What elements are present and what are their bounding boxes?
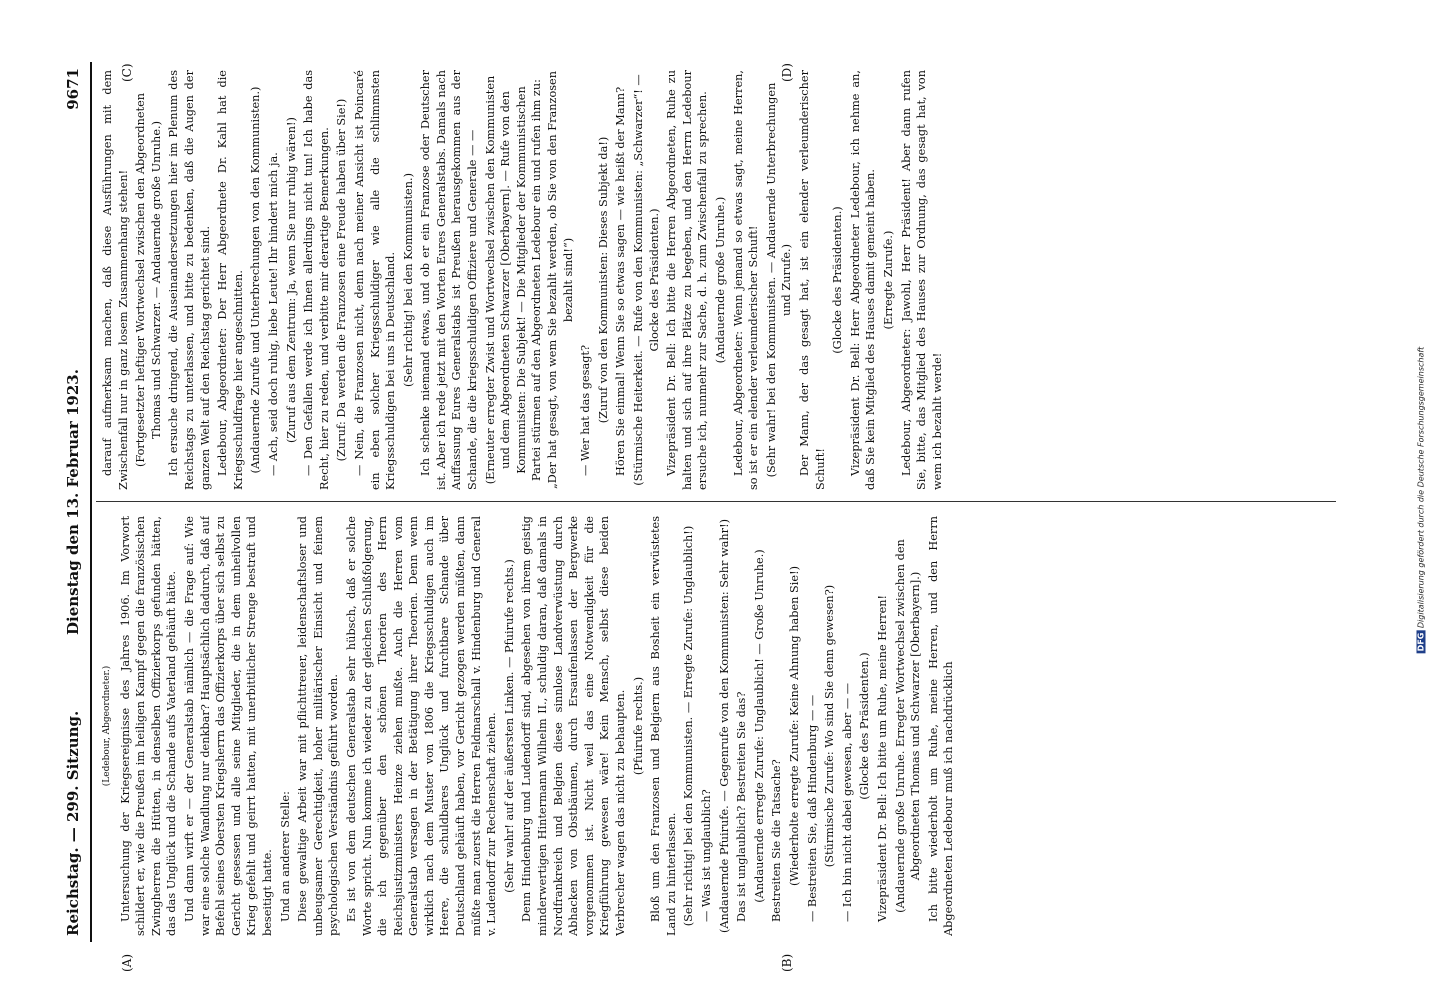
- paragraph: Ich bitte wiederholt um Ruhe, meine Herren, und den Herrn Abgeordneten Ledebour muß ich nachdrücklich: [926, 516, 956, 936]
- paragraph: Ich schenke niemand etwas, und ob er ein Franzose oder Deutscher ist. Aber ich rede jetzt mit den Worten Eures Generalstabs. Damals nach Auffassung Eures Generalstabs ist Preußen herausgekommen aus der Schande, die die kriegsschuldigen Offiziere und Generale — —: [419, 70, 480, 490]
- paragraph: (Sehr richtig! bei den Kommunisten. — Erregte Zurufe: Unglaublich!): [682, 525, 696, 927]
- paragraph: Bestreiten Sie die Tatsache?: [770, 759, 784, 922]
- paragraph: Ledebour, Abgeordneter: Wenn jemand so etwas sagt, meine Herren, so ist er ein elender verleumderischer Schuft!: [731, 70, 761, 490]
- paragraph: (Stürmische Heiterkeit. — Rufe von den Kommunisten: „Schwarzer“! — Glocke des Präsidenten.): [632, 74, 661, 486]
- scanned-page: [60, 62, 1350, 972]
- paragraph: — Ich bin nicht dabei gewesen, aber — —: [840, 682, 854, 922]
- paragraph: (Fortgesetzter heftiger Wortwechsel zwischen den Abgeordneten Thomas und Schwarzer. — Andauernde große Unruhe.): [134, 92, 163, 468]
- header-left: Reichstag. — 299. Sitzung.: [64, 710, 82, 936]
- paragraph: (Sehr wahr! auf der äußersten Linken. — Pfuirufe rechts.): [502, 559, 516, 893]
- paragraph: Bloß um den Franzosen und Belgiern aus Bosheit ein verwüstetes Land zu hinterlassen.: [649, 516, 678, 936]
- margin-marker-d: (D): [780, 63, 794, 82]
- paragraph: Ledebour, Abgeordneter: Jawohl, Herr Präsident! Aber dann rufen Sie, bitte, das Mitglied des Hauses zur Ordnung, das gesagt hat, von wem ich bezahlt werde!: [899, 70, 944, 490]
- margin-marker-a: (A): [120, 953, 134, 972]
- paragraph: Der Mann, der das gesagt hat, ist ein elender verleumderischer Schuft!: [797, 70, 827, 490]
- paragraph: (Erregte Zurufe.): [881, 230, 895, 330]
- paragraph: (Andauernde große Unruhe.): [713, 196, 727, 364]
- page-header: [60, 62, 92, 942]
- page-number: 9671: [64, 68, 82, 110]
- column-divider: [96, 501, 1336, 502]
- funding-badge: DFG: [1416, 632, 1426, 652]
- paragraph: — Den Gefallen werde ich Ihnen allerdings nicht tun! Ich habe das Recht, hier zu reden, und verbitte mir derartige Bemerkungen.: [302, 70, 331, 490]
- paragraph: Ledebour, Abgeordneter: Der Herr Abgeordnete Dr. Kahl hat die Kriegsschuldfrage hier angeschnitten.: [216, 70, 245, 490]
- rotated-page-content: [60, 62, 1350, 972]
- header-center: Dienstag den 13. Februar 1923.: [64, 369, 82, 635]
- paragraph: (Pfuirufe rechts.): [631, 676, 645, 776]
- paragraph: Ich ersuche dringend, die Auseinandersetzungen hier im Plenum des Reichstags zu unterlassen, und bitte zu bedenken, daß die Augen der ganzen Welt auf den Reichstag gerichtet sind.: [167, 70, 212, 490]
- paragraph: Und an anderer Stelle:: [278, 791, 292, 922]
- paragraph: Das ist unglaublich? Bestreiten Sie das?: [735, 691, 749, 922]
- paragraph: (Wiederholte erregte Zurufe: Keine Ahnung haben Sie!): [787, 565, 801, 887]
- paragraph: (Glocke des Präsidenten.): [858, 652, 872, 800]
- paragraph: Vizepräsident Dr. Bell: Herr Abgeordneter Ledebour, ich nehme an, daß Sie kein Mitglied des Hauses damit gemeint haben.: [848, 70, 878, 490]
- paragraph: (Zuruf: Da werden die Franzosen eine Freude haben über Sie!): [335, 98, 349, 462]
- margin-marker-c: (C): [120, 63, 134, 82]
- paragraph: (Ledebour, Abgeordneter.): [102, 665, 112, 787]
- paragraph: (Zuruf von den Kommunisten: Dieses Subjekt da!): [596, 136, 610, 424]
- paragraph: (Sehr wahr! bei den Kommunisten. — Andauernde Unterbrechungen und Zurufe.): [764, 82, 794, 478]
- paragraph: — Nein, die Franzosen nicht, denn nach meiner Ansicht ist Poincaré ein eben solcher Kriegsschuldiger wie alle die schlimmsten Kriegsschuldigen bei uns in Deutschland.: [352, 70, 398, 490]
- paragraph: Denn Hindenburg und Ludendorff sind, abgesehen von ihrem geistig minderwertigen Hintermann Wilhelm II., schuldig daran, daß damals in Nordfrankreich und Belgien diese sinnlose Landverwüstung durch Abhacken von Obstbäumen, durch Ersaufenlassen der Bergwerke vorgenommen ist. Nicht weil das eine Notwendigkeit für die Kriegführung gewesen wäre! Kein Mensch, selbst diese beiden Verbrecher wagen das nicht zu behaupten.: [520, 516, 627, 936]
- paragraph: Vizepräsident Dr. Bell: Ich bitte die Herren Abgeordneten, Ruhe zu halten und sich auf ihre Plätze zu begeben, und den Herrn Ledebour ersuche ich, nunmehr zur Sache, d. h. zum Zwischenfall zu sprechen.: [665, 70, 710, 490]
- paragraph: (Zuruf aus dem Zentrum: Ja, wenn Sie nur ruhig wären!): [284, 117, 298, 443]
- column-right: [100, 70, 1330, 490]
- funding-note: [1414, 8, 1428, 992]
- paragraph: Vizepräsident Dr. Bell: Ich bitte um Ruhe, meine Herren!: [875, 594, 889, 922]
- column-left: [100, 516, 1330, 936]
- paragraph: (Andauernde Zurufe und Unterbrechungen von den Kommunisten.): [249, 86, 263, 474]
- paragraph: darauf aufmerksam machen, daß diese Ausführungen mit dem Zwischenfall nur in ganz losem Zusammenhang stehen!: [101, 70, 130, 490]
- paragraph: (Andauernde Pfuirufe. — Gegenrufe von den Kommunisten: Sehr wahr!): [717, 518, 731, 934]
- paragraph: — Wer hat das gesagt?: [579, 344, 593, 476]
- paragraph: Es ist von dem deutschen Generalstab sehr hübsch, daß er solche Worte spricht. Nun komme ich wieder zu der gleichen Schlußfolgerung, die ich gegenüber den schönen Theorien des Herrn Reichsjustizministers Heinze ziehen mußte. Auch die Herren vom Generalstab versagen in der Betätigung ihrer Theorien. Denn wenn wirklich nach dem Muster von 1806 die Kriegsschuldigen auch im Heere, die schuldbares Unglück und furchtbare Schande über Deutschland gehäuft haben, vor Gericht gezogen werden müßten, dann müßte man zuerst die Herren Feldmarschall v. Hindenburg und General v. Ludendorff zur Rechenschaft ziehen.: [344, 516, 499, 936]
- paragraph: — Was ist unglaublich?: [699, 789, 713, 922]
- paragraph: (Sehr richtig! bei den Kommunisten.): [401, 173, 415, 387]
- paragraph: Untersuchung der Kriegsereignisse des Jahres 1906. Im Vorwort schildert er, wie die Preußen im heiligen Kampf gegen die französischen Zwingherren die Hütten, in denselben Offizierkorps gefunden hätten, das das Unglück und die Schande aufs Vaterland gehäuft hätte.: [118, 516, 179, 936]
- paragraph: (Erneuter erregter Zwist und Wortwechsel zwischen den Kommunisten und dem Abgeordneten Schwarzer [Oberbayern]. — Rufe von den Kommunisten: Die Subjekt! — Die Mitglieder der Kommunistischen Partei stürmen auf den Abgeordneten Ledebour ein und rufen ihm zu: „Der hat gesagt, von wem Sie bezahlt werden, ob Sie von den Franzosen bezahlt sind!“): [483, 70, 575, 490]
- paragraph: (Stürmische Zurufe: Wo sind Sie denn gewesen?): [823, 584, 837, 868]
- paragraph: — Bestreiten Sie, daß Hindenburg — —: [805, 694, 819, 922]
- paragraph: Und dann wirft er — der Generalstab nämlich — die Frage auf: Wie war eine solche Wandlung nur denkbar? Hauptsächlich dadurch, daß auf Befehl seines Obersten Kriegsherrn das Offizierkorps über sich selbst zu Gericht gesessen und alle seine Mitglieder, die in dem unheilvollen Krieg gefehlt und geirrt hatten, mit unerbittlicher Strenge bestraft und beseitigt hatte.: [182, 516, 274, 936]
- paragraph: Diese gewaltige Arbeit war mit pflichttreuer, leidenschaftsloser und unbeugsamer Gerechtigkeit, hoher militärischer Einsicht und feinem psychologischen Verständnis geführt worden.: [296, 516, 341, 936]
- margin-marker-b: (B): [780, 953, 794, 972]
- funding-text: Digitalisierung gefördert durch die Deutsche Forschungsgemeinschaft: [1416, 346, 1426, 629]
- paragraph: (Andauernde erregte Zurufe: Unglaublich! — Große Unruhe.): [752, 549, 766, 903]
- paragraph: (Glocke des Präsidenten.): [831, 206, 845, 354]
- paragraph: — Ach, seid doch ruhig, liebe Leute! Ihr hindert mich ja.: [266, 152, 280, 476]
- paragraph: (Andauernde große Unruhe. Erregter Wortwechsel zwischen den Abgeordneten Thomas und Schwarzer [Oberbayern].): [893, 539, 923, 913]
- paragraph: Hören Sie einmal! Wenn Sie so etwas sagen — wie heißt der Mann?: [614, 86, 628, 476]
